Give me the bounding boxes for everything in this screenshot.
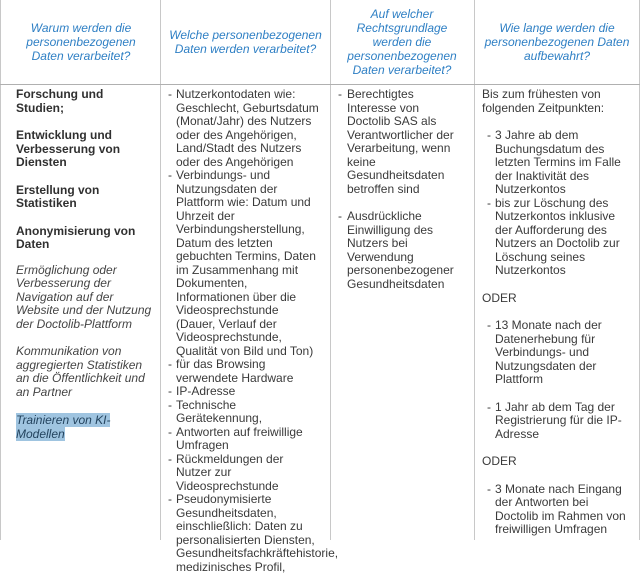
purpose-bold: Anonymisierung von Daten [16, 223, 136, 251]
column-divider [160, 0, 161, 540]
list-item: - Rückmeldungen der Nutzer zur Videosprechstunde [168, 453, 320, 494]
list-item: - 1 Jahr ab dem Tag der Registrierung für die IP-Adresse [487, 401, 632, 442]
retention-cell [482, 85, 632, 537]
retention-list [487, 483, 632, 537]
header-purpose: Warum werden die personenbezogenen Daten verarbeitet? [26, 21, 136, 63]
purpose-bold: Erstellung von Statistiken [16, 182, 100, 210]
header-data-types: Welche personenbezogenen Daten werden verarbeitet? [169, 28, 322, 56]
oder-separator: ODER [482, 290, 517, 305]
purpose-italic: Ermöglichung oder Verbesserung der Navigation auf der Website und der Nutzung der Doctolib-Plattform [16, 262, 152, 331]
table-border-left [0, 0, 1, 540]
list-item: - Antworten auf freiwillige Umfragen [168, 426, 320, 453]
purpose-bold: Entwicklung und Verbesserung von Diensten [16, 128, 121, 169]
list-item: - 3 Jahre ab dem Buchungsdatum des letzten Termins im Falle der Inaktivität des Nutzerkontos [487, 129, 632, 197]
oder-separator: ODER [482, 454, 517, 468]
purpose-highlighted [16, 414, 154, 441]
list-item: - Berechtigtes Interesse von Doctolib SAS als Verantwortlicher der Verarbeitung, wenn keine Gesundheitsdaten betroffen sind [338, 88, 464, 196]
purpose-bold: Forschung und Studien; [16, 87, 104, 115]
data-types-list [168, 87, 339, 574]
list-item: - für das Browsing verwendete Hardware [168, 358, 320, 385]
list-item: - bis zur Löschung des Nutzerkontos inklusive der Aufforderung des Nutzers an Doctolib zur Löschung seines Nutzerkontos [487, 197, 632, 278]
retention-list [487, 129, 632, 278]
list-item: - 3 Monate nach Eingang der Antworten bei Doctolib im Rahmen von freiwilligen Umfragen [487, 483, 632, 537]
purpose-italic: Kommunikation von aggregierten Statistiken an die Öffentlichkeit und an Partner [16, 344, 145, 399]
legal-basis-cell [338, 85, 464, 291]
list-item: - 13 Monate nach der Datenerhebung für Verbindungs- und Nutzungsdaten der Plattform [487, 319, 632, 387]
highlighted-text: Trainieren von KI-Modellen [16, 413, 111, 441]
column-divider [330, 0, 331, 540]
list-item: - Technische Gerätekennung, [168, 399, 320, 426]
header-legal-basis: Auf welcher Rechtsgrundlage werden die personenbezogenen Daten verarbeitet? [347, 7, 457, 77]
list-item: - IP-Adresse [168, 385, 320, 399]
retention-intro: Bis zum frühesten von folgenden Zeitpunkten: [482, 87, 605, 115]
list-item: - Pseudonymisierte Gesundheitsdaten, einschließlich: Daten zu personalisierten Diensten, Gesundheitsfachkräftehistorie, medizinisches Profil, [168, 493, 320, 574]
column-divider [474, 0, 475, 540]
list-item: - Ausdrückliche Einwilligung des Nutzers bei Verwendung personenbezogener Gesundheitsdaten [338, 210, 464, 291]
list-item: - Verbindungs- und Nutzungsdaten der Plattform wie: Datum und Uhrzeit der Verbindungsherstellung, Datum des letzten gebuchten Termins, Daten im Zusammenhang mit Dokumenten, Informationen über die Videosprechstunde (Dauer, Verlauf der Videosprechstunde, Qualität von Bild und Ton) [168, 169, 320, 358]
header-retention: Wie lange werden die personenbezogenen Daten aufbewahrt? [484, 21, 630, 63]
data-types-cell [168, 85, 339, 574]
retention-list [487, 319, 632, 441]
legal-basis-list [338, 88, 464, 291]
list-item: - Nutzerkontodaten wie: Geschlecht, Geburtsdatum (Monat/Jahr) des Nutzers oder des Angehörigen, Land/Stadt des Nutzers oder des Angehörigen [168, 88, 320, 169]
purpose-cell [16, 85, 154, 441]
